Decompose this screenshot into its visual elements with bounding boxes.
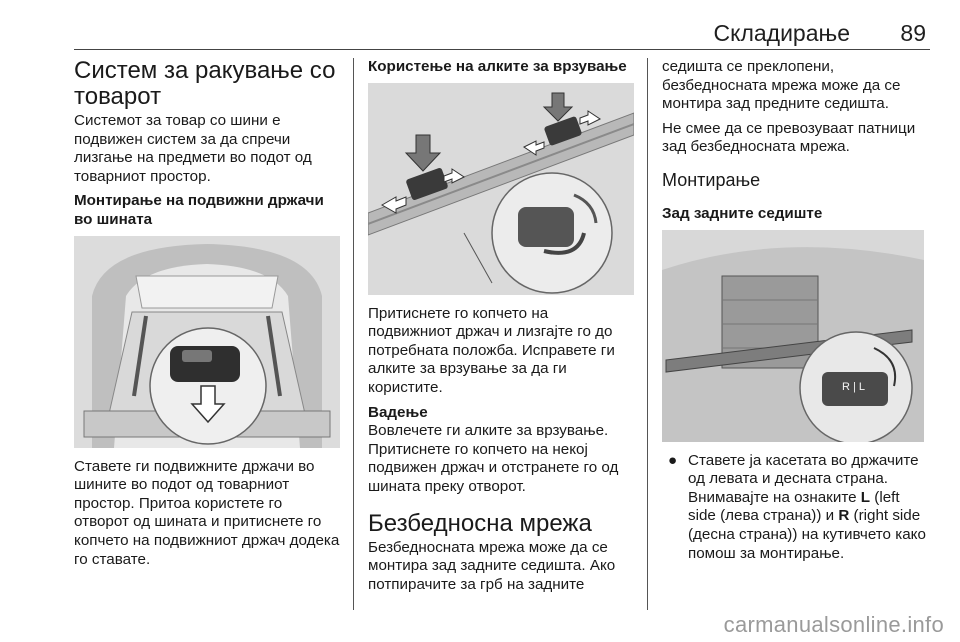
section-heading-cargo-system: Систем за ракување со товарот [74, 57, 336, 110]
paragraph-intro: Системот за товар со шини е подвижен систем за да спречи лизгање на предмети во подот од товарниот простор. [74, 112, 312, 185]
subheading-mount-holders: Монтирање на подвижни држачи во шината [74, 192, 324, 228]
illustration-safety-net-cassette [662, 230, 924, 442]
illustration-tie-down-slider [368, 83, 634, 295]
header-title: Складирање [713, 20, 850, 46]
subheading-tie-down-rings: Користење на алките за врзување [368, 58, 627, 75]
paragraph-slide-instructions: Притиснете го копчето на подвижниот држач и лизгајте го до потребната положба. Исправете ги алките за врзување за да ги користите. [368, 304, 615, 396]
paragraph-folded-seats: седишта се преклопени, безбедносната мрежа може да се монтира зад предните седишта. [662, 58, 901, 113]
label-left-marker: L [860, 488, 871, 506]
page-header [74, 0, 930, 50]
bullet-text-a: Ставете ја касетата во држачите од левата и десната страна. Внимавајте на ознаките [688, 451, 919, 506]
bullet-install-cassette [662, 452, 928, 564]
section-heading-safety-net: Безбедносна мрежа [368, 509, 592, 537]
bullet-text-b: (left side (лева страна)) и [688, 488, 900, 525]
column-3 [662, 58, 928, 569]
illustration-cargo-rails [74, 236, 340, 448]
column-divider-1 [353, 58, 354, 610]
column-1 [74, 58, 340, 575]
cassette-label-rl: R | L [842, 380, 866, 393]
page-number: 89 [900, 20, 926, 46]
column-2 [368, 58, 634, 600]
bullet-text-c: (right side (десна страна)) на кутивчето како помош за монтирање. [688, 507, 926, 562]
subheading-removal: Вадење [368, 403, 428, 421]
paragraph-safety-net: Безбедносната мрежа може да се монтира зад задните седишта. Ако потпирачите за грб на задните [368, 538, 616, 593]
paragraph-removal: Вовлечете ги алките за врзување. Притиснете го копчето на некој подвижен држач и отстранете го од шината преку отворот. [368, 422, 619, 495]
heading-mounting: Монтирање [662, 169, 761, 190]
paragraph-no-passengers: Не смее да се превозуваат патници зад безбедносната мрежа. [662, 119, 916, 156]
watermark: carmanualsonline.info [723, 612, 944, 637]
column-divider-2 [647, 58, 648, 610]
header-rule [74, 49, 930, 50]
paragraph-mount-instructions: Ставете ги подвижните држачи во шините во подот од товарниот простор. Притоа користете го отворот од шината и притиснете го копчето на подвижниот држач додека го ставате. [74, 457, 340, 568]
label-right-marker: R [838, 507, 850, 525]
subheading-behind-rear-seat: Зад задните седиште [662, 204, 823, 222]
bullet-marker: ● [668, 451, 678, 469]
